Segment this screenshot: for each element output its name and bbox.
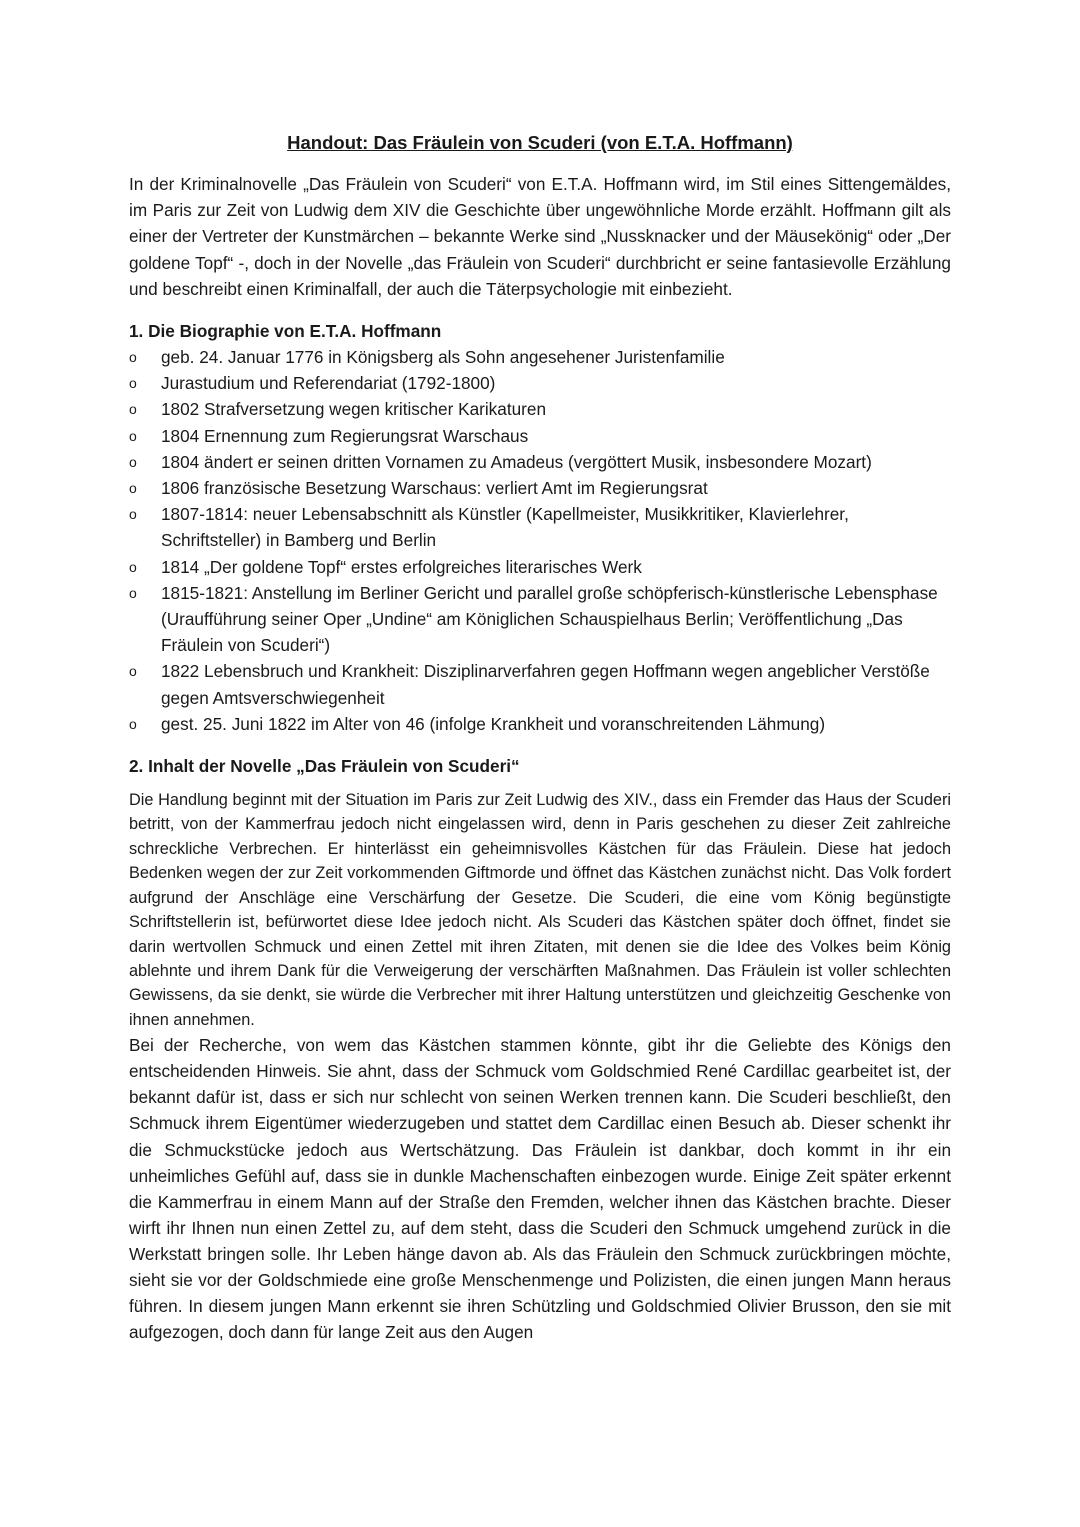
section-heading-biography: 1. Die Biographie von E.T.A. Hoffmann [129, 321, 442, 342]
intro-paragraph: In der Kriminalnovelle „Das Fräulein von Scuderi“ von E.T.A. Hoffmann wird, im Stil eines Sittengemäldes, im Paris zur Zeit von Ludwig dem XIV die Geschichte über ungewöhnliche Morde erzählt. Hoffmann gilt als einer der Vertreter der Kunstmärchen – bekannte Werke sind „Nussknacker und der Mäusekönig“ oder „Der goldene Topf“ -, doch in der Novelle „das Fräulein von Scuderi“ durchbricht er seine fantasievolle Erzählung und beschreibt einen Kriminalfall, der auch die Täterpsychologie mit einbezieht. [129, 174, 951, 299]
list-item-text: Jurastudium und Referendariat (1792-1800) [161, 373, 496, 394]
bullet-icon: o [129, 375, 137, 392]
content-paragraph-1: Die Handlung beginnt mit der Situation im Paris zur Zeit Ludwig des XIV., dass ein Fremder das Haus der Scuderi betritt, von der Kammerfrau jedoch nicht eingelassen wird, denn in Paris geschehen zu dieser Zeit zahlreiche schreckliche Verbrechen. Er hinterlässt ein geheimnisvolles Kästchen für das Fräulein. Diese hat jedoch Bedenken wegen der zur Zeit vorkommenden Giftmorde und öffnet das Kästchen zunächst nicht. Das Volk fordert aufgrund der Anschläge eine Verschärfung der Gesetze. Die Scuderi, die eine vom König begünstigte Schriftstellerin ist, befürwortet diese Idee jedoch nicht. Als Scuderi das Kästchen später doch öffnet, findet sie darin wertvollen Schmuck und einen Zettel mit ihren Zitaten, mit denen sie die Idee des Volkes beim König ablehnte und ihrem Dank für die Verweigerung der verschärften Maßnahmen. Das Fräulein ist voller schlechten Gewissens, da sie denkt, sie würde die Verbrecher mit ihrer Haltung unterstützen und gleichzeitig Geschenke von ihnen annehmen. [129, 791, 951, 1029]
bullet-icon: o [129, 715, 137, 732]
list-item-text: 1806 französische Besetzung Warschaus: verliert Amt im Regierungsrat [161, 478, 708, 499]
bullet-icon: o [129, 427, 137, 444]
list-item [129, 711, 951, 737]
content-paragraph-2: Bei der Recherche, von wem das Kästchen stammen könnte, gibt ihr die Geliebte des Königs den entscheidenden Hinweis. Sie ahnt, dass der Schmuck vom Goldschmied René Cardillac gearbeitet ist, der bekannt dafür ist, dass er sich nur schlecht von seinen Werken trennen kann. Die Scuderi beschließt, den Schmuck ihrem Eigentümer wiederzugeben und stattet dem Cardillac einen Besuch ab. Dieser schenkt ihr die Schmuckstücke jedoch aus Wertschätzung. Das Fräulein ist dankbar, doch kommt in ihr ein unheimliches Gefühl auf, dass sie in dunkle Machenschaften einbezogen wurde. Einige Zeit später erkennt die Kammerfrau in einem Mann auf der Straße den Fremden, welcher ihnen das Kästchen brachte. Dieser wirft ihr Ihnen nun einen Zettel zu, auf dem steht, dass die Scuderi den Schmuck umgehend zurück in die Werkstatt bringen solle. Ihr Leben hänge davon ab. Als das Fräulein den Schmuck zurückbringen möchte, sieht sie vor der Goldschmiede eine große Menschenmenge und Polizisten, die einen jungen Mann heraus führen. In diesem jungen Mann erkennt sie ihren Schützling und Goldschmied Olivier Brusson, den sie mit aufgezogen, doch dann für lange Zeit aus den Augen [129, 1035, 951, 1343]
list-item [129, 580, 951, 659]
bullet-icon: o [129, 663, 137, 680]
list-item-text: 1822 Lebensbruch und Krankheit: Disziplinarverfahren gegen Hoffmann wegen angeblicher Verstöße gegen Amtsverschwiegenheit [161, 661, 930, 708]
section-heading-content: 2. Inhalt der Novelle „Das Fräulein von Scuderi“ [129, 756, 520, 777]
bullet-icon: o [129, 480, 137, 497]
document-page [129, 130, 951, 1345]
list-item [129, 475, 951, 501]
list-item [129, 449, 951, 475]
list-item-text: 1804 ändert er seinen dritten Vornamen zu Amadeus (vergöttert Musik, insbesondere Mozart) [161, 451, 872, 472]
list-item-text: 1814 „Der goldene Topf“ erstes erfolgreiches literarisches Werk [161, 556, 642, 577]
bullet-icon: o [129, 584, 137, 601]
list-item-text: gest. 25. Juni 1822 im Alter von 46 (infolge Krankheit und voranschreitenden Lähmung) [161, 713, 826, 734]
list-item [129, 396, 951, 422]
bullet-icon: o [129, 558, 137, 575]
list-item-text: 1815-1821: Anstellung im Berliner Gericht und parallel große schöpferisch-künstlerische Lebensphase (Uraufführung seiner Oper „Undine“ am Königlichen Schauspielhaus Berlin; Veröffentlichung „Das Fräulein von Scuderi“) [161, 582, 938, 656]
list-item [129, 423, 951, 449]
list-item-text: geb. 24. Januar 1776 in Königsberg als Sohn angesehener Juristenfamilie [161, 347, 725, 368]
list-item [129, 658, 951, 710]
list-item-text: 1802 Strafversetzung wegen kritischer Karikaturen [161, 399, 547, 420]
list-item [129, 370, 951, 396]
bullet-icon: o [129, 349, 137, 366]
list-item-text: 1804 Ernennung zum Regierungsrat Warschaus [161, 425, 529, 446]
list-item [129, 344, 951, 370]
bullet-icon: o [129, 453, 137, 470]
list-item-text: 1807-1814: neuer Lebensabschnitt als Künstler (Kapellmeister, Musikkritiker, Klavierlehrer, Schriftsteller) in Bamberg und Berlin [161, 504, 849, 551]
bullet-icon: o [129, 401, 137, 418]
list-item [129, 501, 951, 553]
biography-list [129, 344, 951, 737]
list-item [129, 554, 951, 580]
document-title: Handout: Das Fräulein von Scuderi (von E.T.A. Hoffmann) [287, 132, 793, 153]
bullet-icon: o [129, 506, 137, 523]
